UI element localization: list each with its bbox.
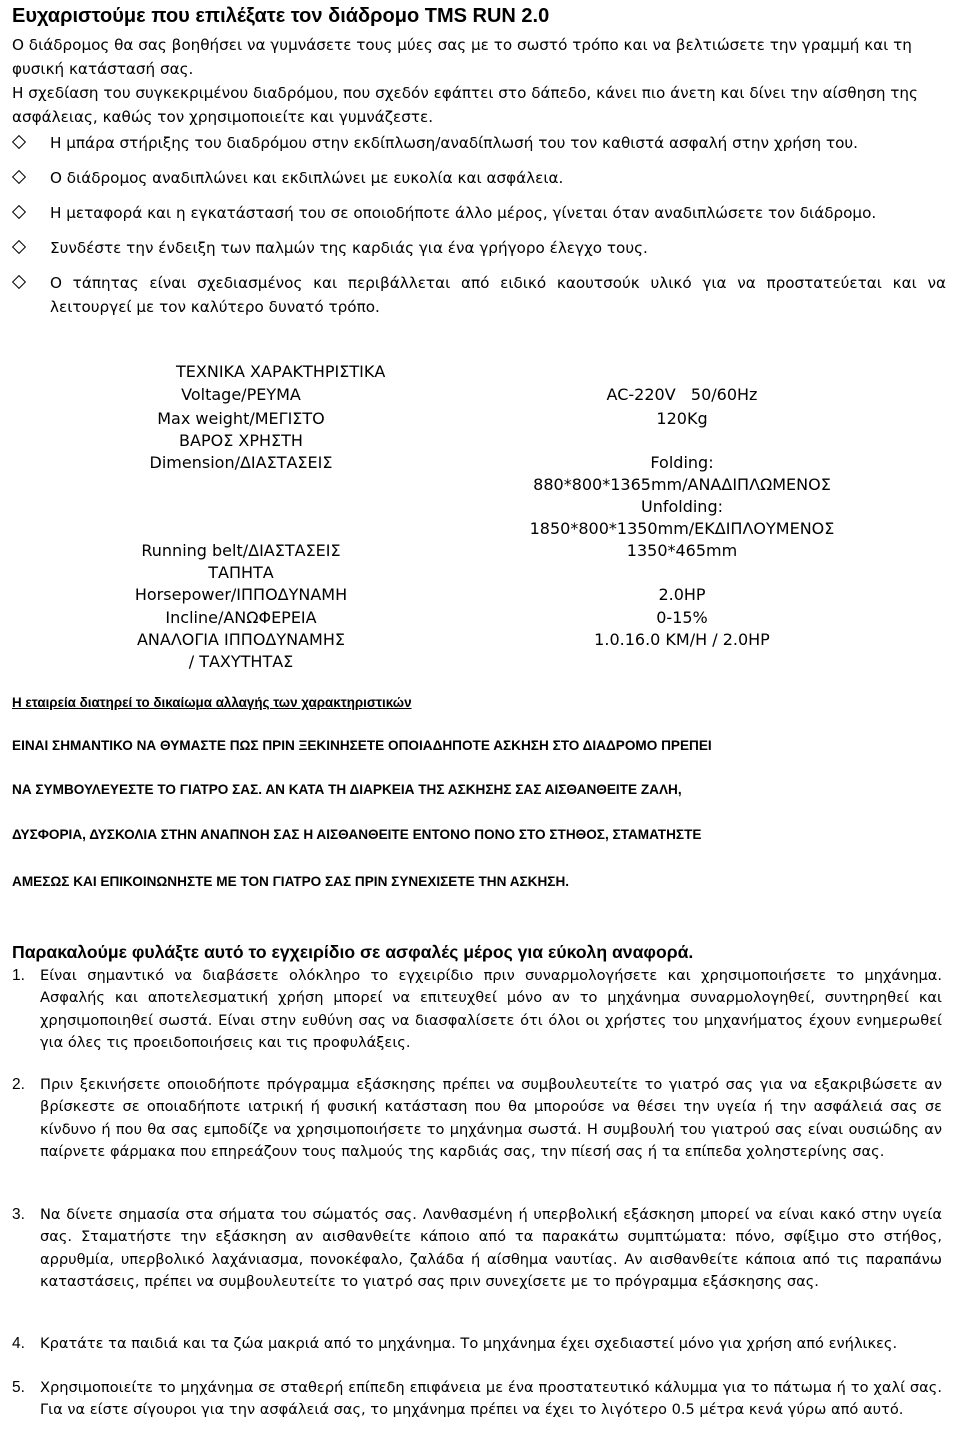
warning-line: ΕΙΝΑΙ ΣΗΜΑΝΤΙΚΟ ΝΑ ΘΥΜΑΣΤΕ ΠΩΣ ΠΡΙΝ ΞΕΚΙΝΗΣΕΤΕ ΟΠΟΙΑΔΗΠΟΤΕ ΑΣΚΗΣΗ ΣΤΟ ΔΙΑΔΡΟΜΟ ΠΡΕΠΕΙ <box>12 738 712 753</box>
item-number: 5. <box>12 1379 25 1396</box>
feature-item <box>12 271 946 319</box>
item-number: 4. <box>12 1335 25 1352</box>
diamond-bullet-icon <box>12 170 26 184</box>
diamond-bullet-icon <box>12 135 26 149</box>
feature-text: Ο διάδρομος αναδιπλώνει και εκδιπλώνει με ευκολία και ασφάλεια. <box>50 169 564 187</box>
warning-line: ΝΑ ΣΥΜΒΟΥΛΕΥΕΣΤΕ ΤΟ ΓΙΑΤΡΟ ΣΑΣ. ΑΝ ΚΑΤΑ ΤΗ ΔΙΑΡΚΕΙΑ ΤΗΣ ΑΣΚΗΣΗΣ ΣΑΣ ΑΙΣΘΑΝΘΕΙΤΕ ΖΑΛΗ, <box>12 782 682 797</box>
spec-label: Incline/ΑΝΩΦΕΡΕΙΑ <box>165 608 317 627</box>
warning-line: ΔΥΣΦΟΡΙΑ, ΔΥΣΚΟΛΙΑ ΣΤΗΝ ΑΝΑΠΝΟΗ ΣΑΣ Η ΑΙΣΘΑΝΘΕΙΤΕ ΕΝΤΟΝΟ ΠΟΝΟ ΣΤΟ ΣΤΗΘΟΣ, ΣΤΑΜΑΤΗΣΤΕ <box>12 827 702 842</box>
instruction-item <box>12 1204 942 1293</box>
spec-label: Running belt/ΔΙΑΣΤΑΣΕΙΣ ΤΑΠΗΤΑ <box>141 541 341 582</box>
feature-text: Η μεταφορά και η εγκατάστασή του σε οποιοδήποτε άλλο μέρος, γίνεται όταν αναδιπλώσετε τον διάδρομο. <box>50 204 877 222</box>
spec-value: AC-220V 50/60Hz <box>606 385 758 404</box>
item-text: Να δίνετε σημασία στα σήματα του σώματός σας. Λανθασμένη ή υπερβολική εξάσκηση μπορεί να είναι κακό στην υγεία σας. Σταματήστε την εξάσκηση αν αισθανθείτε κάποιο από τα παρακάτω συμπτώματα: πόνο, σφίξιμο στο στήθος, αρρυθμία, υπερβολικό λαχάνιασμα, πονοκέφαλο, ζαλάδα ή αίσθημα ναυτίας. Αν αισθανθείτε κάποια από τις παραπάνω καταστάσεις, πρέπει να συμβουλευτείτε το γιατρό σας πριν συνεχίσετε με το πρόγραμμα εξάσκησης σας. <box>40 1206 942 1290</box>
spec-value: 0-15% <box>656 608 708 627</box>
feature-list <box>12 131 946 330</box>
item-text: Πριν ξεκινήσετε οποιοδήποτε πρόγραμμα εξάσκησης πρέπει να συμβουλευτείτε το γιατρό σας για να εξακριβώσετε αν βρίσκεστε σε οποιαδήποτε ιατρική ή φυσική κατάσταση που θα μπορούσε να θέσει την υγεία ή την ασφάλειά σας σε κίνδυνο ή που θα σας εμποδίζε να χρησιμοποιήσετε το μηχάνημα σωστά. Η συμβουλή του γιατρού σας είναι ουσιώδης αν παίρνετε φάρμακα που επηρεάζουν τους παλμούς της καρδιάς σας, την πίεσή σας ή τα επίπεδα χοληστερίνης σας. <box>40 1076 942 1160</box>
spec-label: ΑΝΑΛΟΓΙΑ ΙΠΠΟΔΥΝΑΜΗΣ / ΤΑΧΥΤΗΤΑΣ <box>136 630 345 671</box>
intro-text <box>12 33 946 129</box>
item-text: Είναι σημαντικό να διαβάσετε ολόκληρο το εγχειρίδιο πριν συναρμολογήσετε και χρησιμοποιήσετε το μηχάνημα. Ασφαλής και αποτελεσματική χρήση μπορεί να επιτευχθεί μόνο αν το μηχάνημα συναρμολογηθεί, συντηρηθεί και χρησιμοποιηθεί σωστά. Είναι στην ευθύνη σας να διασφαλίσετε ότι όλοι οι χρήστες του μηχανήματος έχουν ενημερωθεί για όλες τις προειδοποιήσεις και τις προφυλάξεις. <box>40 967 942 1051</box>
diamond-bullet-icon <box>12 205 26 219</box>
page-title: Ευχαριστούμε που επιλέξατε τον διάδρομο TMS RUN 2.0 <box>12 5 550 27</box>
feature-text: Ο τάπητας είναι σχεδιασμένος και περιβάλλεται από ειδικό καουτσούκ υλικό για να προστατεύεται και να λειτουργεί με τον καλύτερο δυνατό τρόπο. <box>50 274 946 316</box>
feature-text: Συνδέστε την ένδειξη των παλμών της καρδιάς για ένα γρήγορο έλεγχο τους. <box>50 239 648 257</box>
spec-label: Voltage/ΡΕΥΜΑ <box>181 385 301 404</box>
warning-line: ΑΜΕΣΩΣ ΚΑΙ ΕΠΙΚΟΙΝΩΝΗΣΤΕ ΜΕ ΤΟΝ ΓΙΑΤΡΟ ΣΑΣ ΠΡΙΝ ΣΥΝΕΧΙΣΕΤΕ ΤΗΝ ΑΣΚΗΣΗ. <box>12 874 570 889</box>
spec-label: Max weight/ΜΕΓΙΣΤΟ ΒΑΡΟΣ ΧΡΗΣΤΗ <box>157 409 325 450</box>
feature-item <box>12 166 946 190</box>
rights-reserved-note: Η εταιρεία διατηρεί το δικαίωμα αλλαγής των χαρακτηριστικών <box>12 695 412 710</box>
instruction-item <box>12 1377 942 1422</box>
spec-value: 1.0.16.0 ΚΜ/Η / 2.0HP <box>594 630 770 649</box>
instruction-item <box>12 1074 942 1163</box>
feature-item <box>12 201 946 225</box>
spec-value: 1350*465mm <box>626 541 738 560</box>
item-number: 3. <box>12 1206 25 1223</box>
keep-manual-heading: Παρακαλούμε φυλάξτε αυτό το εγχειρίδιο σε ασφαλές μέρος για εύκολη αναφορά. <box>12 942 694 962</box>
item-text: Κρατάτε τα παιδιά και τα ζώα μακριά από το μηχάνημα. Το μηχάνημα έχει σχεδιαστεί μόνο για χρήση από ενήλικες. <box>40 1335 898 1352</box>
diamond-bullet-icon <box>12 240 26 254</box>
spec-label: Dimension/ΔΙΑΣΤΑΣΕΙΣ <box>149 453 333 472</box>
item-number: 1. <box>12 967 25 984</box>
instruction-item <box>12 965 942 1054</box>
item-number: 2. <box>12 1076 25 1093</box>
item-text: Χρησιμοποιείτε το μηχάνημα σε σταθερή επίπεδη επιφάνεια με ένα προστατευτικό κάλυμμα για το πάτωμα ή το χαλί σας. Για να είστε σίγουροι για την ασφάλειά σας, το μηχάνημα πρέπει να έχει το λιγότερο 0.5 μέτρα κενά γύρω από αυτό. <box>40 1379 942 1419</box>
feature-item <box>12 131 946 155</box>
feature-item <box>12 236 946 260</box>
spec-value: 120Kg <box>656 409 708 428</box>
feature-text: Η μπάρα στήριξης του διαδρόμου στην εκδίπλωση/αναδίπλωσή του τον καθιστά ασφαλή στην χρήση του. <box>50 134 859 152</box>
instruction-item <box>12 1333 942 1355</box>
intro-paragraph: Ο διάδρομος θα σας βοηθήσει να γυμνάσετε τους μύες σας με το σωστό τρόπο και να βελτιώσετε την γραμμή και τη φυσική κατάστασή σας. <box>12 36 912 78</box>
intro-paragraph: Η σχεδίαση του συγκεκριμένου διαδρόμου, που σχεδόν εφάπτει στο δάπεδο, κάνει πιο άνετη και δίνει την αίσθηση της ασφάλειας, καθώς τον χρησιμοποιείτε και γυμνάζεστε. <box>12 84 918 126</box>
spec-value: Folding: 880*800*1365mm/ΑΝΑΔΙΠΛΩΜΕΝΟΣ Unfolding: 1850*800*1350mm/ΕΚΔΙΠΛΟΥΜΕΝΟΣ <box>529 453 835 538</box>
specs-title: ΤΕΧΝΙΚΑ ΧΑΡΑΚΤΗΡΙΣΤΙΚΑ <box>176 362 386 381</box>
spec-value: 2.0HP <box>658 585 706 604</box>
diamond-bullet-icon <box>12 275 26 289</box>
spec-label: Horsepower/ΙΠΠΟΔΥΝΑΜΗ <box>134 585 348 604</box>
